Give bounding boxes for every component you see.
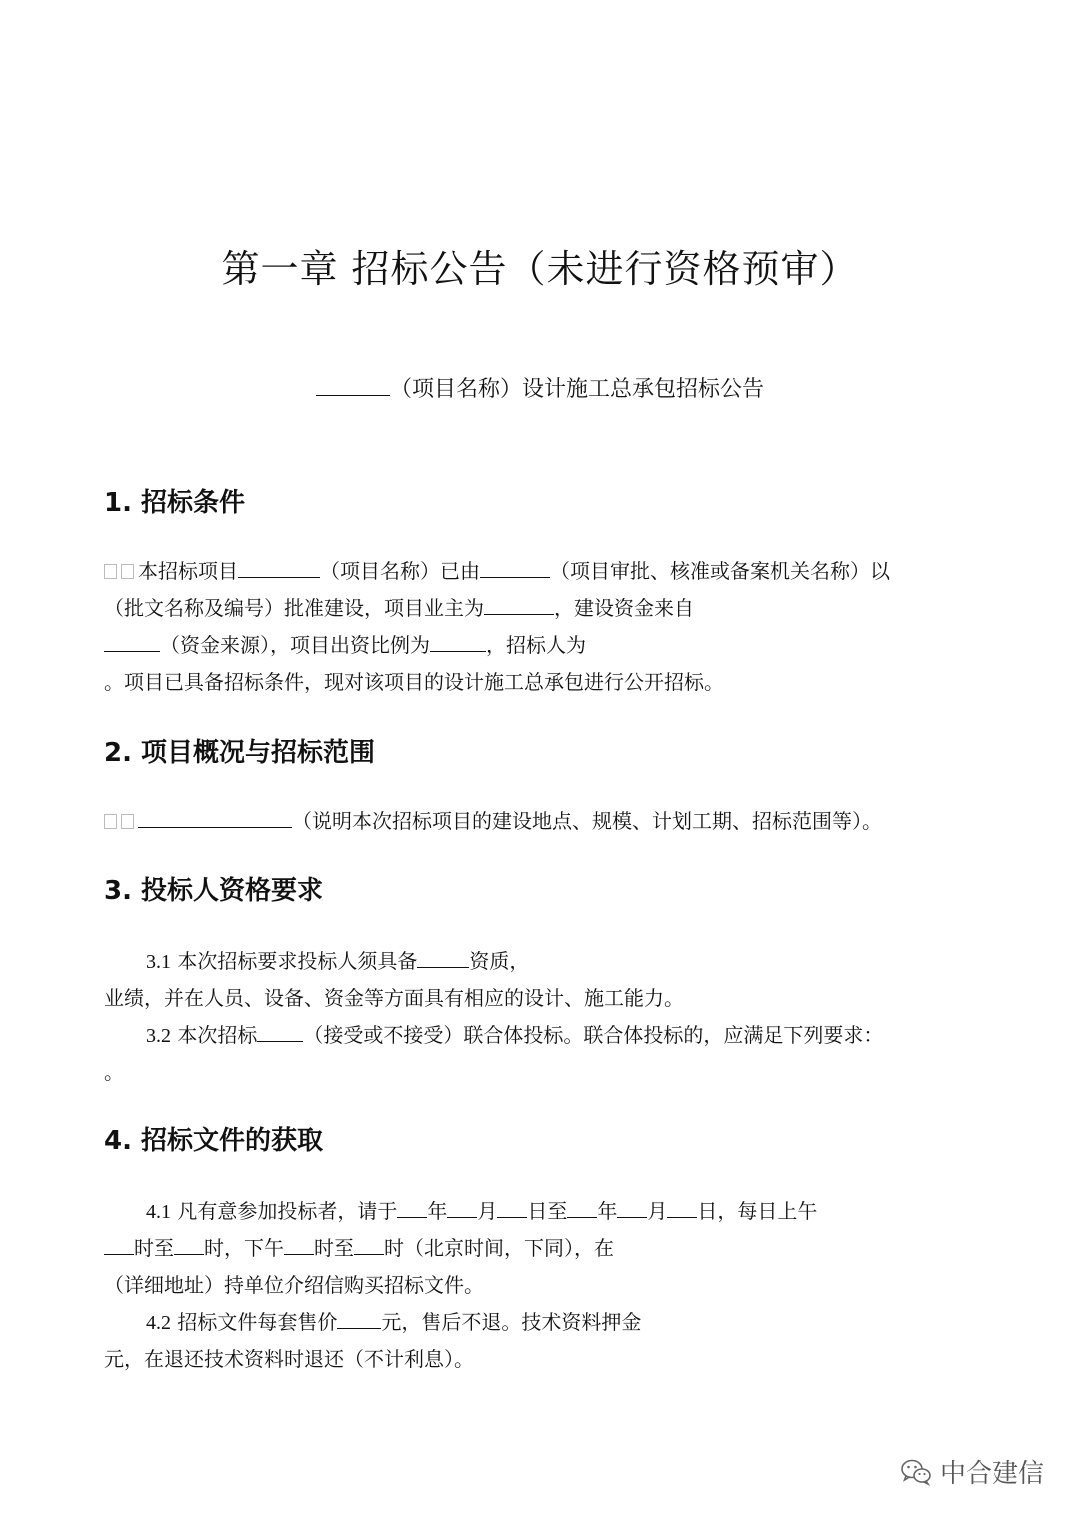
blank-field	[484, 596, 554, 615]
section-3-line-4: 。	[104, 1060, 124, 1084]
blank-field	[104, 1236, 134, 1255]
blank-field	[174, 1236, 204, 1255]
blank-field	[138, 809, 292, 828]
section-3-line-1: 3.1 本次招标要求投标人须具备 资质，	[146, 949, 530, 973]
section-3-line-3: 3.2 本次招标 （接受或不接受）联合体投标。联合体投标的，应满足下列要求：	[146, 1023, 884, 1047]
blank-field	[567, 1199, 597, 1218]
subtitle-text: （项目名称）设计施工总承包招标公告	[389, 377, 764, 402]
section-4-line-4: 4.2 招标文件每套售价 元，售后不退。技术资料押金	[146, 1310, 642, 1334]
blank-field	[337, 1310, 381, 1329]
blank-project-name	[316, 377, 390, 396]
page-title: 第一章 招标公告（未进行资格预审）	[221, 247, 859, 291]
blank-field	[238, 559, 320, 578]
section-2-heading: 2. 项目概况与招标范围	[104, 738, 376, 768]
blank-field	[447, 1199, 477, 1218]
blank-field	[480, 559, 550, 578]
section-1-heading: 1. 招标条件	[104, 488, 246, 518]
section-4-line-2: 时至 时，下午 时至 时（北京时间，下同），在	[104, 1230, 614, 1267]
section-2-line-1: （说明本次招标项目的建设地点、规模、计划工期、招标范围等）。	[104, 803, 882, 840]
blank-field	[354, 1236, 384, 1255]
section-4-line-3: （详细地址）持单位介绍信购买招标文件。	[104, 1273, 484, 1297]
blank-field	[667, 1199, 697, 1218]
section-4-line-1: 4.1 凡有意参加投标者，请于 年 月 日至 年 月 日，每日上午	[146, 1199, 818, 1223]
watermark	[900, 1453, 1044, 1490]
placeholder-box	[121, 814, 134, 829]
section-3-heading: 3. 投标人资格要求	[104, 876, 324, 906]
blank-field	[257, 1023, 303, 1042]
blank-field	[617, 1199, 647, 1218]
blank-field	[497, 1199, 527, 1218]
blank-field	[104, 633, 160, 652]
placeholder-box	[104, 814, 117, 829]
section-1-line-4: 。项目已具备招标条件，现对该项目的设计施工总承包进行公开招标。	[104, 670, 724, 694]
placeholder-box	[121, 564, 134, 579]
section-4-heading: 4. 招标文件的获取	[104, 1126, 324, 1156]
placeholder-box	[104, 564, 117, 579]
blank-field	[284, 1236, 314, 1255]
wechat-icon	[900, 1458, 932, 1486]
blank-field	[430, 633, 486, 652]
section-3-line-2: 业绩，并在人员、设备、资金等方面具有相应的设计、施工能力。	[104, 986, 684, 1010]
notice-subtitle	[0, 372, 1080, 403]
blank-field	[397, 1199, 427, 1218]
section-4-line-5: 元，在退还技术资料时退还（不计利息）。	[104, 1347, 474, 1371]
section-1-line-3: （资金来源），项目出资比例为 ，招标人为	[104, 627, 586, 664]
watermark-text: 中合建信	[940, 1459, 1045, 1489]
blank-field	[417, 949, 469, 968]
section-1-line-1: 本招标项目 （项目名称）已由 （项目审批、核准或备案机关名称）以	[104, 553, 890, 590]
section-1-line-2: （批文名称及编号）批准建设，项目业主为 ，建设资金来自	[104, 596, 694, 620]
